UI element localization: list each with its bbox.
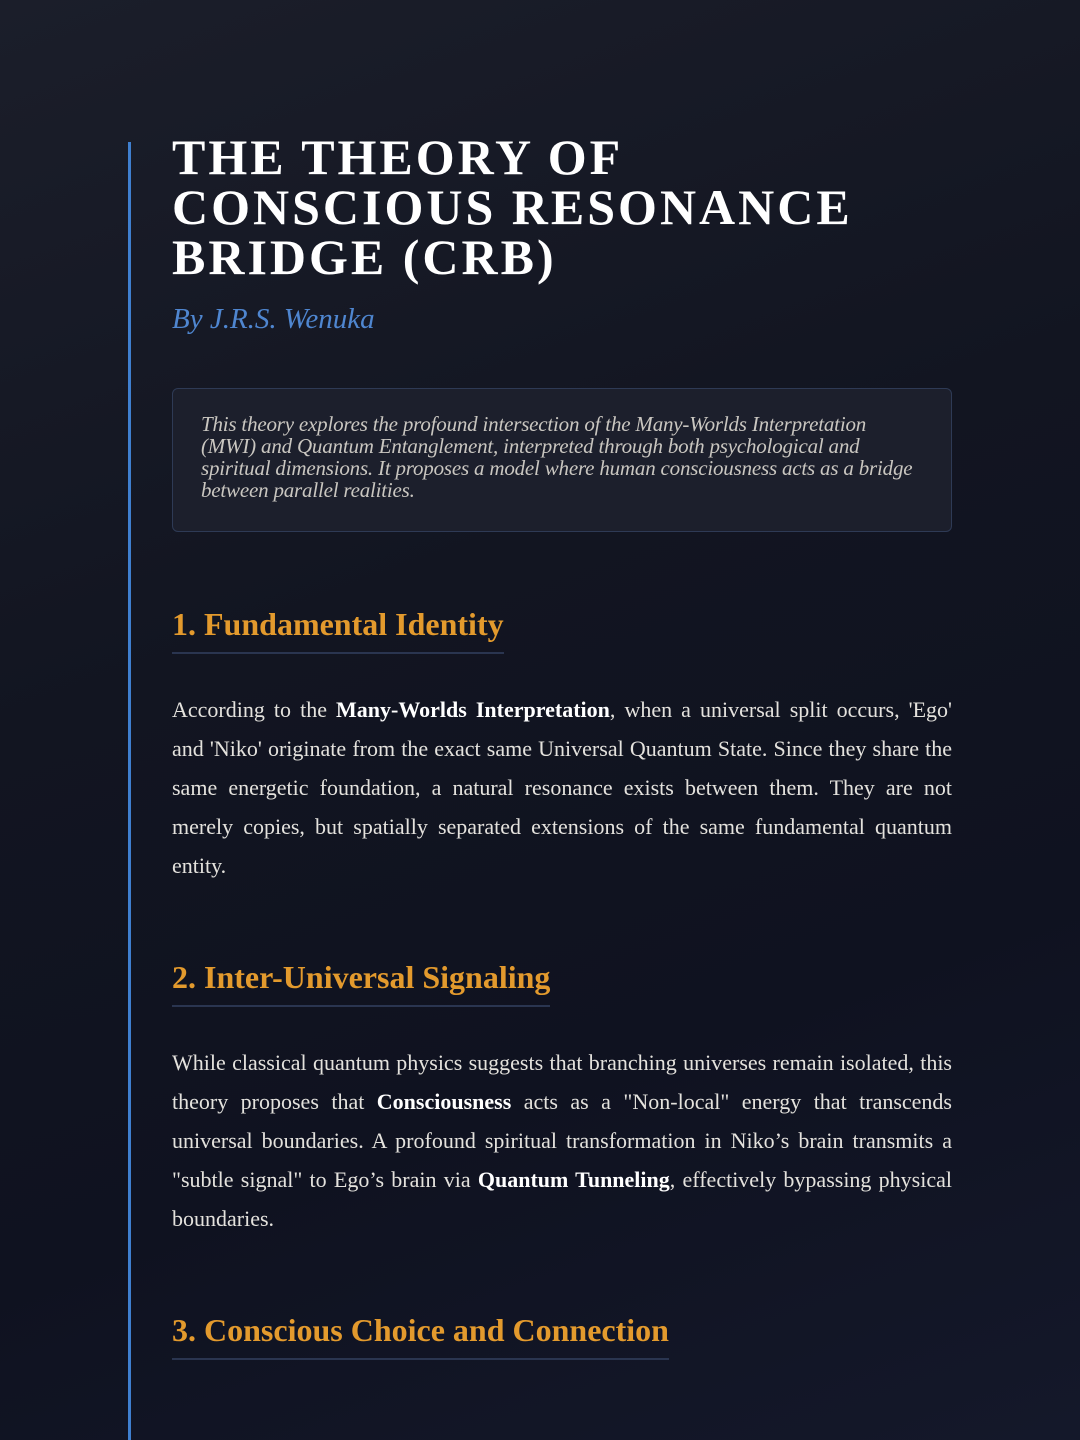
section-heading: 3. Conscious Choice and Connection xyxy=(172,1310,669,1360)
body-text: According to the xyxy=(172,697,337,722)
accent-rule xyxy=(128,142,131,1440)
body-emphasis: Many-Worlds Interpretation xyxy=(336,697,610,722)
section-body xyxy=(172,1043,952,1238)
document-content xyxy=(172,129,952,1360)
section-heading: 1. Fundamental Identity xyxy=(172,604,504,654)
section-heading: 2. Inter-Universal Signaling xyxy=(172,957,550,1007)
document-title: THE THEORY OF CONSCIOUS RESONANCE BRIDGE (CRB) xyxy=(172,129,853,285)
body-emphasis: Consciousness xyxy=(376,1089,512,1114)
section-fundamental-identity xyxy=(172,604,952,885)
body-text: While classical quantum physics suggests that branching universes remain isolated, this theory proposes that xyxy=(172,1050,952,1114)
author-byline: By J.R.S. Wenuka xyxy=(172,303,375,335)
body-text: , effectively bypassing physical boundaries. xyxy=(172,1167,952,1231)
section-body xyxy=(172,690,952,885)
body-emphasis: Quantum Tunneling xyxy=(477,1167,670,1192)
body-text: , when a universal split occurs, 'Ego' and 'Niko' originate from the exact same Universal Quantum State. Since they share the same energetic foundation, a natural resonance exists between them. They are not merely copies, but spatially separated extensions of the same fundamental quantum entity. xyxy=(172,697,952,878)
section-inter-universal-signaling xyxy=(172,957,952,1238)
body-text: acts as a "Non-local" energy that transcends universal boundaries. A profound spiritual transformation in Niko’s brain transmits a "subtle signal" to Ego’s brain via xyxy=(172,1089,952,1192)
abstract-text: This theory explores the profound intersection of the Many-Worlds Interpretation (MWI) and Quantum Entanglement, interpreted through both psychological and spiritual dimensions. It proposes a model where human consciousness acts as a bridge between parallel realities. xyxy=(201,412,913,502)
abstract-box xyxy=(172,388,952,532)
section-conscious-choice xyxy=(172,1310,952,1360)
